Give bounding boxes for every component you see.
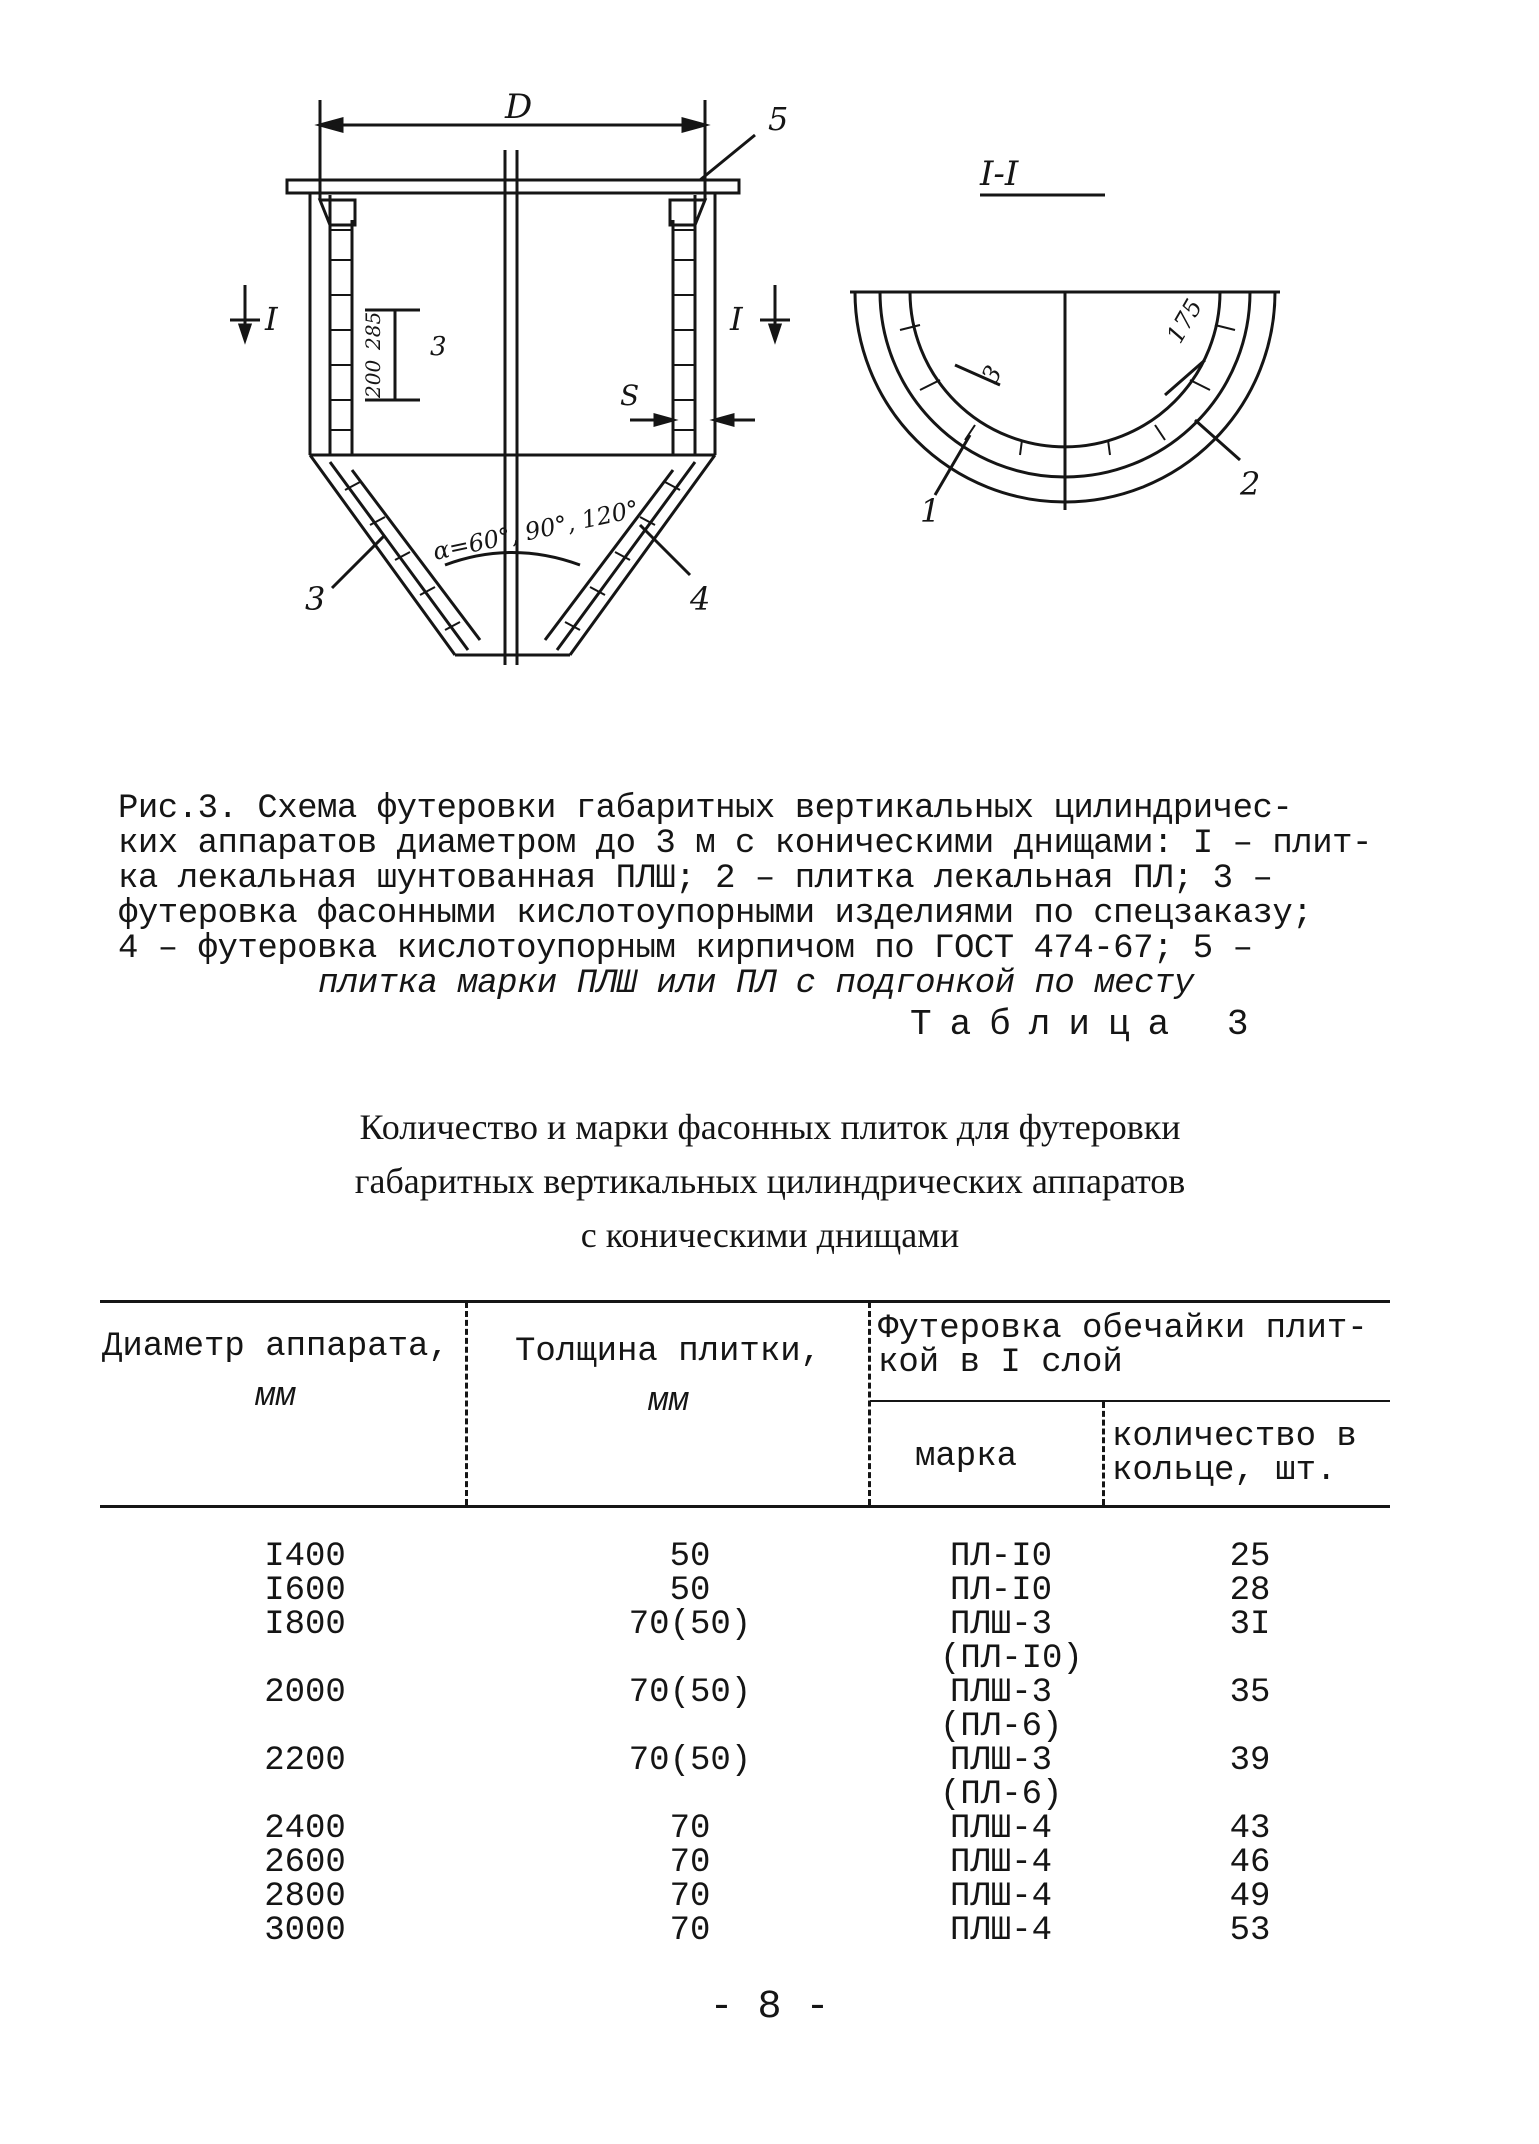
table-row-diameter: 2600 bbox=[264, 1844, 346, 1882]
table-title bbox=[120, 1100, 1420, 1262]
table-number: Таблица 3 bbox=[910, 1004, 1267, 1045]
header-qty-2: кольце, шт. bbox=[1112, 1452, 1337, 1490]
table-row-diameter: 3000 bbox=[264, 1912, 346, 1950]
dim-200-label: 200 bbox=[361, 359, 385, 398]
table-row-thickness: 70(50) bbox=[628, 1674, 752, 1712]
cut-right-label: I bbox=[730, 300, 743, 338]
page-number: - 8 - bbox=[709, 1985, 830, 2030]
table-row-mark: ПЛШ-3 bbox=[950, 1674, 1053, 1712]
caption-line-2: ких аппаратов диаметром до 3 м с коническими днищами: I – плит- bbox=[118, 825, 1372, 863]
table-top-rule bbox=[100, 1300, 1390, 1303]
angle-label: α=60°, 90°, 120° bbox=[430, 494, 642, 566]
table-row-diameter: 2200 bbox=[264, 1742, 346, 1780]
table-title-line-3: с коническими днищами bbox=[580, 1215, 960, 1255]
table-row-qty: 28 bbox=[1229, 1572, 1271, 1610]
table-row-thickness: 70(50) bbox=[628, 1742, 752, 1780]
header-qty: количество в bbox=[1112, 1418, 1357, 1456]
header-lining: Футеровка обечайки плит- bbox=[878, 1310, 1368, 1348]
header-lining-2: кой в I слой bbox=[878, 1344, 1123, 1382]
table-row-thickness: 70 bbox=[669, 1878, 711, 1916]
header-diameter-unit: мм bbox=[255, 1378, 296, 1416]
callout-2: 2 bbox=[1240, 465, 1261, 503]
lining-scheme-figure bbox=[0, 0, 1539, 720]
table-row-qty: 43 bbox=[1229, 1810, 1271, 1848]
table-row-mark: ПЛШ-4 bbox=[950, 1912, 1053, 1950]
table-row-thickness: 50 bbox=[669, 1538, 711, 1576]
table-row-qty: 39 bbox=[1229, 1742, 1271, 1780]
dim-3-label: 3 bbox=[430, 332, 447, 362]
table-row-diameter: I600 bbox=[264, 1572, 346, 1610]
table-row-diameter: I800 bbox=[264, 1606, 346, 1644]
table-row-qty: 46 bbox=[1229, 1844, 1271, 1882]
table-row-mark: ПЛШ-3 bbox=[950, 1742, 1053, 1780]
col-divider-3 bbox=[1102, 1402, 1105, 1505]
col-divider-2 bbox=[868, 1302, 871, 1505]
dim-285-label: 285 bbox=[361, 311, 385, 350]
header-thickness-unit: мм bbox=[648, 1383, 689, 1421]
header-thickness: Толщина плитки, bbox=[515, 1333, 822, 1371]
caption-line-3: ка лекальная шунтованная ПЛШ; 2 – плитка лекальная ПЛ; 3 – bbox=[118, 860, 1273, 898]
table-subheader-rule bbox=[870, 1400, 1390, 1402]
callout-5: 5 bbox=[768, 100, 789, 138]
header-mark: марка bbox=[915, 1438, 1018, 1476]
table-row-qty: 49 bbox=[1229, 1878, 1271, 1916]
caption-line-4: футеровка фасонными кислотоупорными изделиями по спецзаказу; bbox=[118, 895, 1313, 933]
table-row-thickness: 70 bbox=[669, 1844, 711, 1882]
table-row-thickness: 70 bbox=[669, 1810, 711, 1848]
table-row-mark-alt: (ПЛ-6) bbox=[940, 1776, 1063, 1814]
table-row-qty: 3I bbox=[1229, 1606, 1271, 1644]
table-row-mark: ПЛШ-4 bbox=[950, 1878, 1053, 1916]
table-row-thickness: 70 bbox=[669, 1912, 711, 1950]
table-row-mark: ПЛШ-4 bbox=[950, 1810, 1053, 1848]
callout-3: 3 bbox=[305, 580, 326, 618]
table-row-mark: ПЛ-I0 bbox=[950, 1572, 1053, 1610]
col-divider-1 bbox=[465, 1302, 468, 1505]
figure-caption bbox=[118, 792, 1418, 1002]
table-title-line-2: габаритных вертикальных цилиндрических аппаратов bbox=[354, 1161, 1186, 1201]
table-row-mark: ПЛШ-3 bbox=[950, 1606, 1053, 1644]
dim-S-label: S bbox=[620, 379, 640, 412]
dim-175-label: 175 bbox=[1160, 294, 1209, 348]
table-row-mark-alt: (ПЛ-I0) bbox=[940, 1640, 1083, 1678]
table-row-mark: ПЛШ-4 bbox=[950, 1844, 1053, 1882]
caption-line-5: 4 – футеровка кислотоупорным кирпичом по ГОСТ 474-67; 5 – bbox=[118, 930, 1253, 968]
table-row-diameter: 2000 bbox=[264, 1674, 346, 1712]
table-row-qty: 53 bbox=[1229, 1912, 1271, 1950]
table-title-line-1: Количество и марки фасонных плиток для футеровки bbox=[359, 1107, 1181, 1147]
table-row-diameter: I400 bbox=[264, 1538, 346, 1576]
header-diameter: Диаметр аппарата, bbox=[102, 1328, 449, 1366]
table-row-thickness: 70(50) bbox=[628, 1606, 752, 1644]
caption-line-6: плитка марки ПЛШ или ПЛ с подгонкой по месту bbox=[318, 965, 1194, 1003]
caption-line-1: Рис.3. Схема футеровки габаритных вертикальных цилиндричес- bbox=[118, 790, 1293, 828]
table-row-mark-alt: (ПЛ-6) bbox=[940, 1708, 1063, 1746]
table-row-diameter: 2400 bbox=[264, 1810, 346, 1848]
callout-4: 4 bbox=[690, 580, 711, 618]
table-header-bottom-rule bbox=[100, 1505, 1390, 1508]
dim-D-label: D bbox=[505, 87, 533, 127]
table-row-thickness: 50 bbox=[669, 1572, 711, 1610]
callout-1: 1 bbox=[920, 492, 941, 530]
cut-left-label: I bbox=[265, 300, 278, 338]
dim-3-section-label: 3 bbox=[975, 360, 1008, 388]
table-row-qty: 25 bbox=[1229, 1538, 1271, 1576]
table-row-qty: 35 bbox=[1229, 1674, 1271, 1712]
section-mark: I-I bbox=[980, 154, 1019, 194]
table-row-mark: ПЛ-I0 bbox=[950, 1538, 1053, 1576]
table-row-diameter: 2800 bbox=[264, 1878, 346, 1916]
